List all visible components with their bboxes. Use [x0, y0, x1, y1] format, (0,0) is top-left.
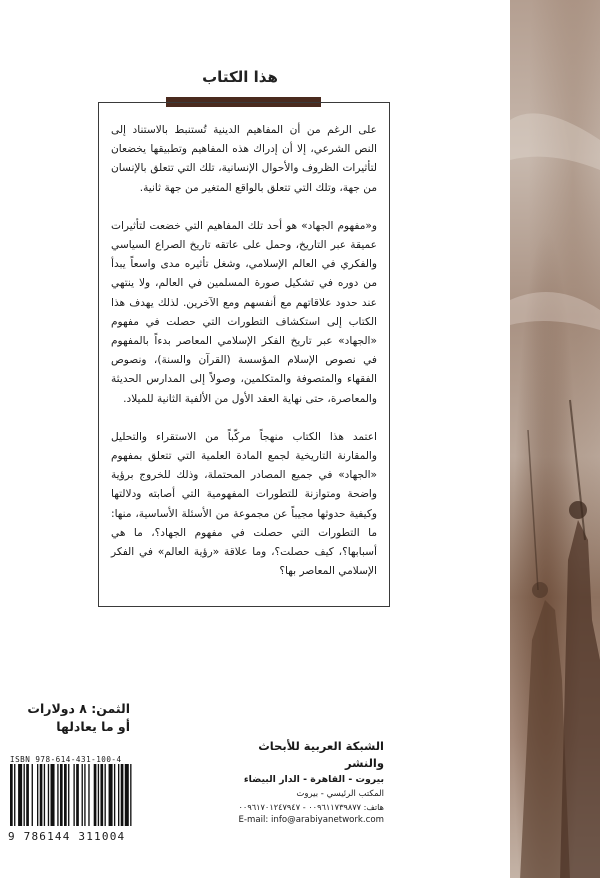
price-block	[0, 700, 130, 736]
publisher-email: E-mail: info@arabiyanetwork.com	[238, 815, 384, 825]
barcode-graphic	[6, 764, 186, 826]
barcode-block	[6, 755, 196, 865]
description-box	[98, 102, 390, 607]
publisher-block	[218, 738, 384, 827]
publisher-name: الشبكة العربية للأبحاث والنشر	[258, 739, 384, 770]
isbn-text: ISBN 978-614-431-100-4	[10, 755, 122, 764]
publisher-phone: هاتف: ٠٠٩٦١١٧٣٩٨٧٧ - ٠٠٩٦١٧٠١٢٤٧٩٤٧	[238, 802, 384, 812]
description-paragraph-3: اعتمد هذا الكتاب منهجاً مركّباً من الاستقراء والتحليل والمقارنة التاريخية لجمع المادة العلمية التي تتعلق بمفهوم «الجهاد» في جميع المصادر المحتملة، وذلك للخروج برؤية واضحة ومتوازنة للتطورات المفهومية التي أصابته ودلالتها وكيفية حدوثها مجيباً عن مجموعة من الأسئلة الأساسية، منها: ما التطورات التي حصلت في مفهوم الجهاد؟، ما هي أسبابها؟، كيف حصلت؟، وما علاقة «رؤية العالم» في الفكر الإسلامي المعاصر بها؟	[111, 430, 377, 578]
cover-artwork-strip	[510, 0, 600, 878]
heading-wrap	[150, 68, 330, 86]
publisher-cities: بيروت - القاهرة - الدار البيضاء	[243, 774, 384, 785]
cover-artwork	[510, 0, 600, 878]
price-line: الثمن: ٨ دولارات	[27, 701, 130, 716]
price-equivalent-line: أو ما يعادلها	[56, 719, 130, 734]
description-paragraph-2: و«مفهوم الجهاد» هو أحد تلك المفاهيم التي خضعت لتأثيرات عميقة عبر التاريخ، وحمل على عاتقه تاريخ الصراع السياسي والفكري في العالم الإسلامي، وشغل تأثيره مدى واسعاً يبدأ من دوره في تشكيل صورة المسلمين في العالم، ولا ينتهي عند حدود علاقاتهم مع أنفسهم ومع الآخرين. لذلك يهدف هذا الكتاب إلى استكشاف التطورات التي حصلت في مفهوم «الجهاد» عبر تاريخ الفكر الإسلامي المعاصر بدءاً بالمفهوم في نصوص الإسلام المؤسسة (القرآن والسنة)، ونصوص الفقهاء والمتصوفة والمتكلمين، وصولاً إلى المدارس الحديثة والمعاصرة، حتى نهاية العقد الأول من الألفية الثانية للميلاد.	[111, 219, 377, 405]
section-heading: هذا الكتاب	[202, 68, 278, 86]
barcode-number: 9 786144 311004	[8, 830, 126, 843]
publisher-office: المكتب الرئيسي - بيروت	[296, 789, 384, 799]
description-paragraph-1: على الرغم من أن المفاهيم الدينية تُستنبط بالاستناد إلى النص الشرعي، إلا أن إدراك هذه المفاهيم وتطبيقها يخضعان لتأثيرات الظروف والأحوال الإنسانية، تلك التي تتعلق بالإنسان من جهة، وتلك التي تتعلق بالواقع المتغير من جهة ثانية.	[111, 124, 377, 194]
